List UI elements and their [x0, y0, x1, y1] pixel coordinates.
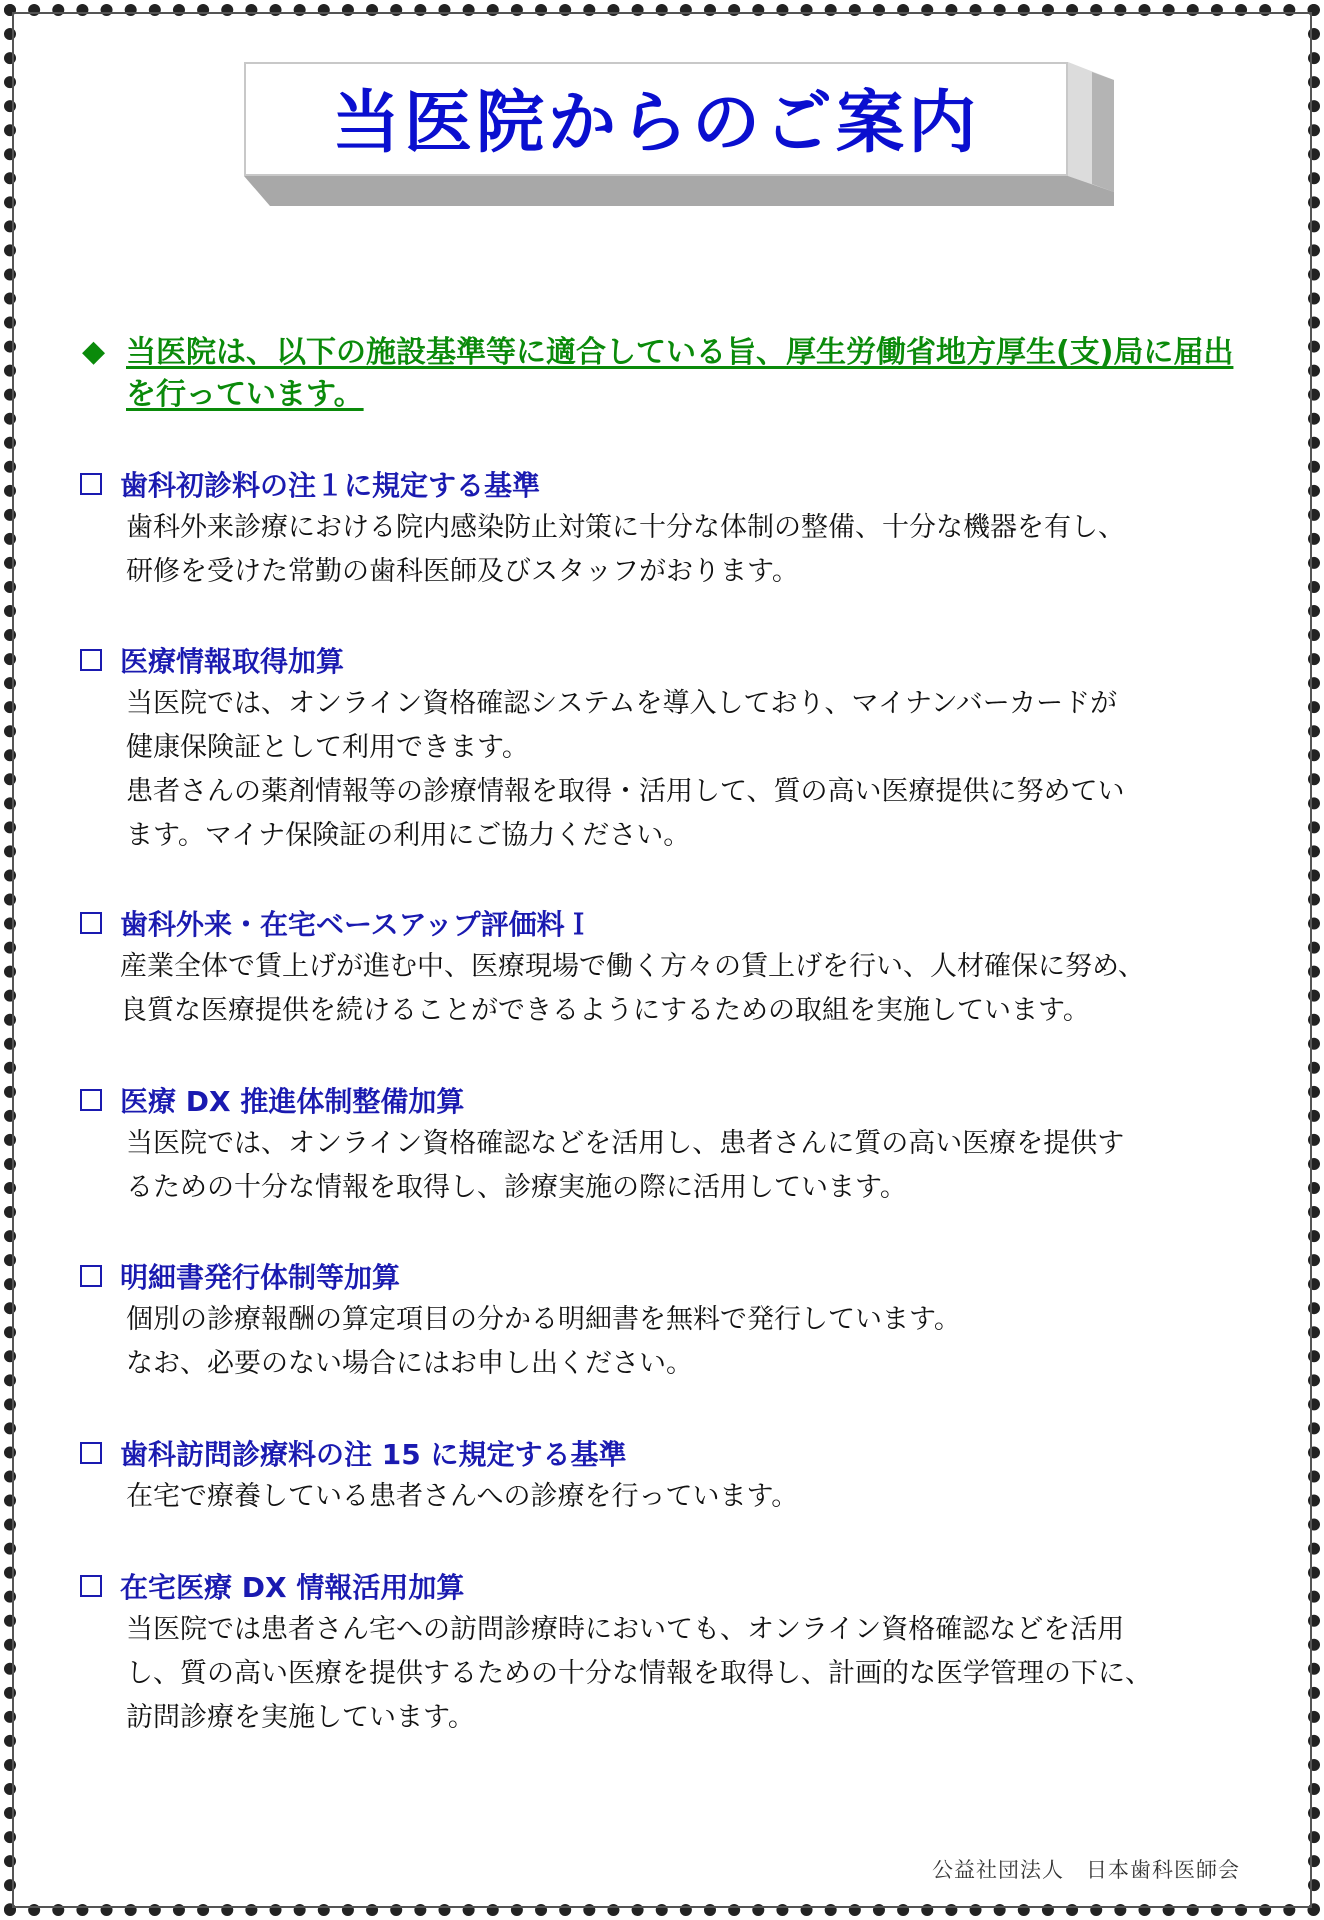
body-line: 当医院では、オンライン資格確認システムを導入しており、マイナンバーカードが — [126, 688, 1118, 719]
body-line: ます。マイナ保険証の利用にご協力ください。 — [126, 820, 691, 851]
section-initial-visit — [80, 464, 1252, 594]
checkbox-icon — [80, 1089, 102, 1111]
section-home-dx — [80, 1566, 1252, 1740]
body-line: 良質な医療提供を続けることができるようにするための取組を実施しています。 — [120, 995, 1090, 1026]
section-title: 医療情報取得加算 — [120, 645, 345, 678]
section-home-visit — [80, 1433, 1252, 1519]
body-line: 健康保険証として利用できます。 — [126, 732, 529, 763]
section-title: 歯科外来・在宅ベースアップ評価料Ｉ — [120, 908, 593, 941]
checkbox-icon — [80, 1442, 102, 1464]
body-line: 在宅で療養している患者さんへの診療を行っています。 — [126, 1481, 799, 1512]
section-title: 医療 DX 推進体制整備加算 — [120, 1085, 465, 1118]
section-body — [126, 682, 1252, 858]
body-line: 研修を受けた常勤の歯科医師及びスタッフがおります。 — [126, 556, 799, 587]
body-line: し、質の高い医療を提供するための十分な情報を取得し、計画的な医学管理の下に、 — [126, 1658, 1152, 1689]
checkbox-icon — [80, 1265, 102, 1287]
section-body — [126, 1122, 1252, 1210]
section-title: 歯科訪問診療料の注 15 に規定する基準 — [120, 1438, 627, 1471]
body-line: 産業全体で賃上げが進む中、医療現場で働く方々の賃上げを行い、人材確保に努め、 — [120, 951, 1145, 982]
diamond-icon: ◆ — [82, 334, 106, 369]
title-banner-bottom-shadow — [244, 176, 1114, 206]
body-line: 歯科外来診療における院内感染防止対策に十分な体制の整備、十分な機器を有し、 — [126, 512, 1125, 543]
section-body — [126, 1475, 1252, 1519]
body-line: 当医院では患者さん宅への訪問診療時においても、オンライン資格確認などを活用 — [126, 1614, 1125, 1645]
section-title: 歯科初診料の注１に規定する基準 — [120, 469, 541, 502]
intro-notice — [82, 332, 1252, 416]
intro-text — [126, 332, 1252, 416]
body-line: なお、必要のない場合にはお申し出ください。 — [126, 1348, 693, 1379]
section-body — [126, 506, 1252, 594]
title-box — [244, 62, 1068, 176]
section-baseup — [80, 903, 1252, 1033]
section-body — [126, 1608, 1252, 1740]
section-title: 在宅医療 DX 情報活用加算 — [120, 1571, 465, 1604]
body-line: 当医院では、オンライン資格確認などを活用し、患者さんに質の高い医療を提供す — [126, 1128, 1125, 1159]
section-body — [126, 1298, 1252, 1386]
intro-line: 当医院は、以下の施設基準等に適合している旨、厚生労働省地方厚生(支)局に届出 — [126, 335, 1234, 370]
body-line: 個別の診療報酬の算定項目の分かる明細書を無料で発行しています。 — [126, 1304, 961, 1335]
section-body — [120, 945, 1252, 1033]
checkbox-icon — [80, 473, 102, 495]
section-title: 明細書発行体制等加算 — [120, 1261, 401, 1294]
checkbox-icon — [80, 912, 102, 934]
footer-organization: 公益社団法人 日本歯科医師会 — [932, 1858, 1240, 1882]
checkbox-icon — [80, 649, 102, 671]
body-line: 患者さんの薬剤情報等の診療情報を取得・活用して、質の高い医療提供に努めてい — [126, 776, 1125, 807]
intro-line: を行っています。 — [126, 377, 364, 412]
checkbox-icon — [80, 1575, 102, 1597]
body-line: るための十分な情報を取得し、診療実施の際に活用しています。 — [126, 1172, 907, 1203]
section-statement — [80, 1256, 1252, 1386]
section-dx-promotion — [80, 1080, 1252, 1210]
section-medical-info — [80, 640, 1252, 858]
body-line: 訪問診療を実施しています。 — [126, 1702, 475, 1733]
page-title: 当医院からのご案内 — [331, 83, 980, 163]
